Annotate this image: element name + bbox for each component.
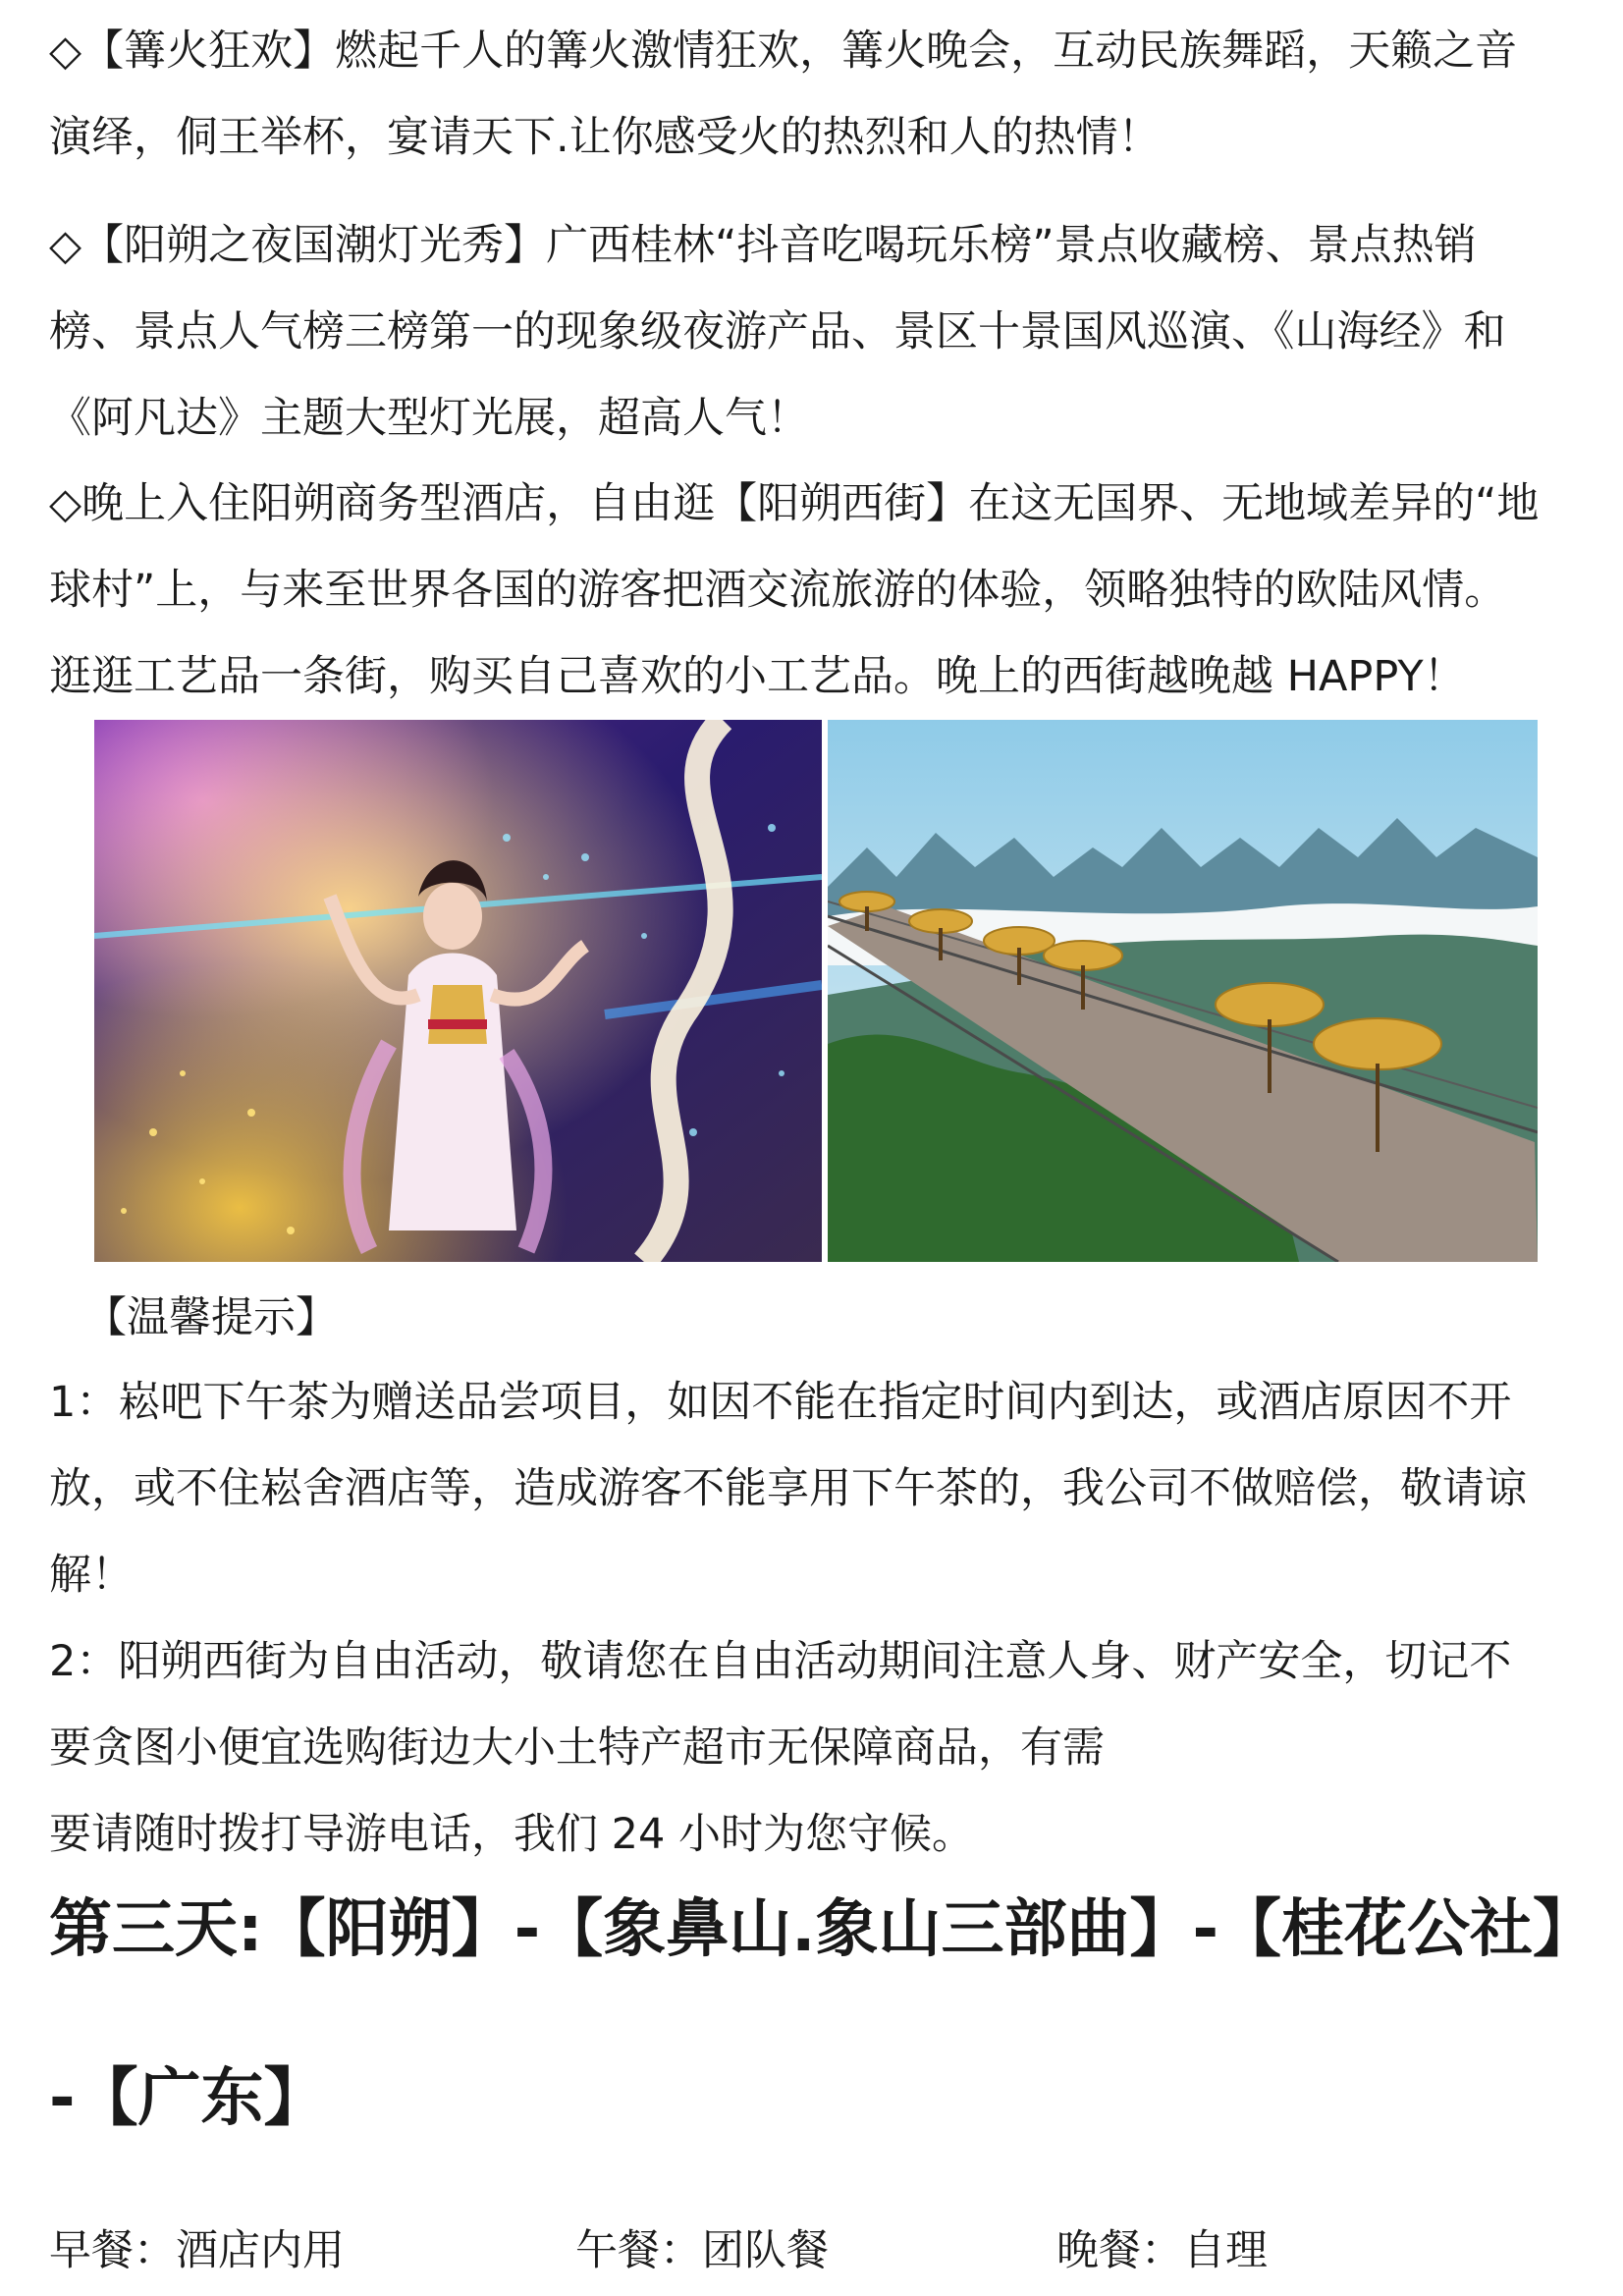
meals-row [49, 2208, 1586, 2294]
text-line: 要贪图小便宜选购街边大小土特产超市无保障商品，有需 [49, 1723, 1105, 1773]
bonfire-paragraph [49, 8, 1586, 181]
west-street-paragraph [49, 461, 1586, 720]
day-title-line-2: -【广东】 [49, 2062, 327, 2135]
light-show-paragraph [49, 202, 1586, 462]
text-line: 《阿凡达》主题大型灯光展，超高人气！ [49, 394, 809, 443]
photo-row [94, 720, 1538, 1262]
lunch-info: 午餐：团队餐 [575, 2226, 829, 2275]
text-line: 要请随时拨打导游电话，我们 24 小时为您守候。 [49, 1810, 975, 1859]
text-line: ◇晚上入住阳朔商务型酒店，自由逛【阳朔西街】在这无国界、无地域差异的“地 [49, 479, 1540, 528]
mountain-boardwalk-photo [828, 720, 1538, 1262]
text-line: 逛逛工艺品一条街，购买自己喜欢的小工艺品。晚上的西街越晚越 HAPPY！ [49, 652, 1466, 701]
breakfast-info: 早餐：酒店内用 [49, 2226, 345, 2275]
day-title-line-1: 第三天:【阳朔】-【象鼻山.象山三部曲】-【桂花公社】 [49, 1893, 1596, 1966]
tips-title: 【温馨提示】 [84, 1293, 338, 1342]
tip-item-2 [49, 1618, 1586, 1878]
light-show-dancer-photo [94, 720, 822, 1262]
text-line: ◇【篝火狂欢】燃起千人的篝火激情狂欢，篝火晚会，互动民族舞蹈，天籁之音 [49, 27, 1518, 76]
text-line: 榜、景点人气榜三榜第一的现象级夜游产品、景区十景国风巡演、《山海经》和 [49, 307, 1506, 356]
tip-item-1 [49, 1359, 1586, 1618]
text-line: 2：阳朔西街为自由活动，敬请您在自由活动期间注意人身、财产安全，切记不 [49, 1637, 1512, 1686]
text-line: 演绎，侗王举杯，宴请天下.让你感受火的热烈和人的热情！ [49, 113, 1161, 162]
text-line: 球村”上，与来至世界各国的游客把酒交流旅游的体验，领略独特的欧陆风情。 [49, 566, 1507, 615]
text-line: ◇【阳朔之夜国潮灯光秀】广西桂林“抖音吃喝玩乐榜”景点收藏榜、景点热销 [49, 221, 1477, 270]
text-line: 解！ [49, 1551, 134, 1600]
text-line: 1：崧吧下午茶为赠送品尝项目，如因不能在指定时间内到达，或酒店原因不开 [49, 1378, 1512, 1427]
text-line: 放，或不住崧舍酒店等，造成游客不能享用下午茶的，我公司不做赔偿，敬请谅 [49, 1464, 1527, 1513]
dinner-info: 晚餐：自理 [1056, 2226, 1268, 2275]
